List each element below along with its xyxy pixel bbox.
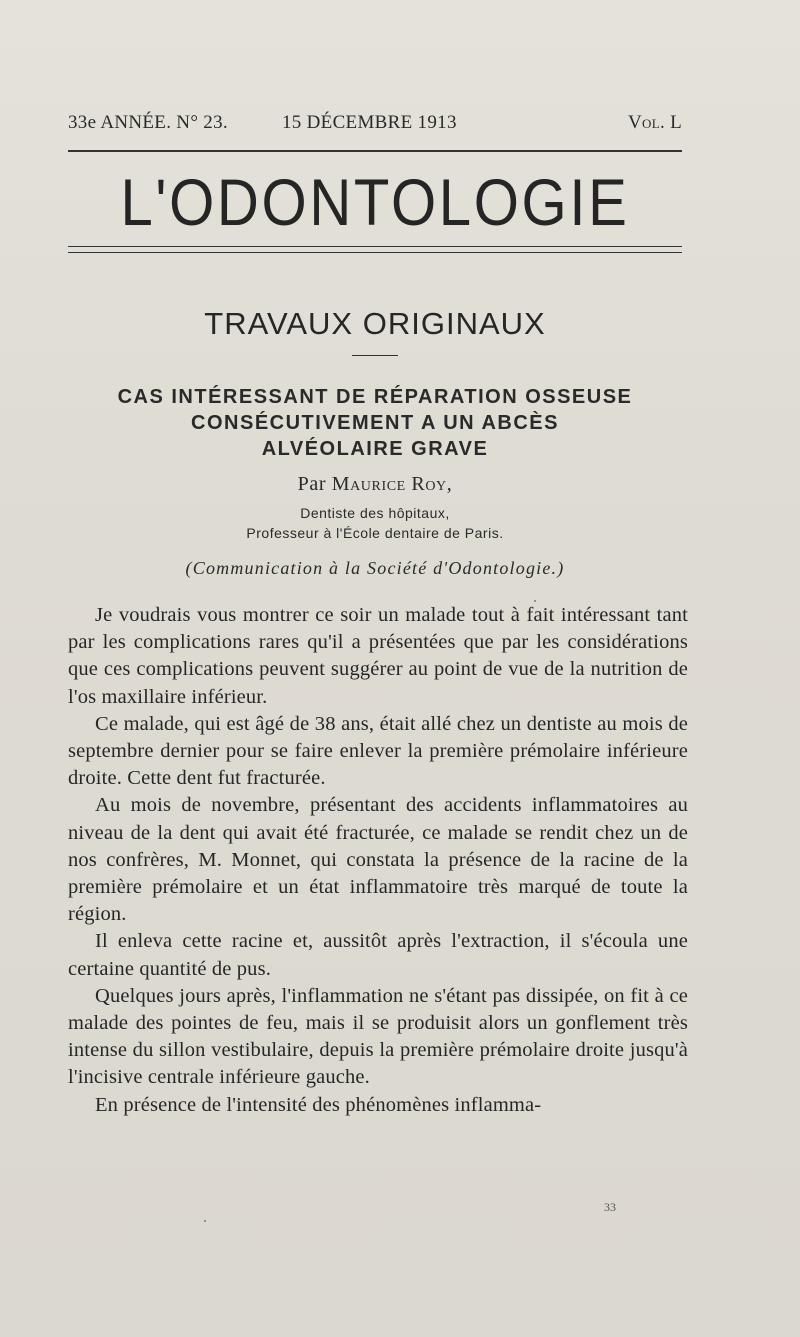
body-paragraph: Quelques jours après, l'inflammation ne s'étant pas dissipée, on fit à ce malade des pointes de feu, mais il se produisit alors un gonflement très intense du sillon vestibulaire, depuis la première prémolaire droite jusqu'à l'incisive centrale inférieure gauche. [68,984,688,1089]
communication-note: (Communication à la Société d'Odontologie.) [185,558,565,578]
body-paragraph: Il enleva cette racine et, aussitôt après l'extraction, il s'écoula une certaine quantité de pus. [68,930,688,980]
paper-speck [534,600,536,602]
author-affiliation: Professeur à l'École dentaire de Paris. [246,525,504,541]
volume-number: Vol. L [628,112,682,133]
author-affiliation: Dentiste des hôpitaux, [300,505,450,521]
title-rule-lower [68,252,682,253]
byline-prefix: Par [297,473,327,495]
running-header [68,112,682,142]
article-title [68,384,682,462]
header-rule [68,150,682,152]
article-title-line: CONSÉCUTIVEMENT A UN ABCÈS [191,412,559,434]
paper-speck [204,1220,206,1222]
year-issue: 33e ANNÉE. N° 23. [68,112,228,133]
page-folio: 33 [604,1200,616,1214]
journal-title: L'ODONTOLOGIE [120,165,630,239]
body-paragraph: Au mois de novembre, présentant des accidents inflammatoires au niveau de la dent qui avait été fracturée, ce malade se rendit chez un de nos confrères, M. Monnet, qui constata la présence de la racine de la première prémolaire et un état inflammatoire très marqué de toute la région. [68,794,688,926]
body-paragraph: Ce malade, qui est âgé de 38 ans, était allé chez un dentiste au mois de septembre dernier pour se faire enlever la première prémolaire inférieure droite. Cette dent fut fracturée. [68,712,688,790]
section-title: TRAVAUX ORIGINAUX [204,306,546,341]
article-body [68,602,688,1119]
article-title-line: CAS INTÉRESSANT DE RÉPARATION OSSEUSE [117,386,633,408]
byline [68,473,682,496]
section-divider [352,355,398,356]
body-paragraph: Je voudrais vous montrer ce soir un malade tout à fait intéressant tant par les complications rares qu'il a présentées que par les considérations que ces complications peuvent suggérer au point de vue de la nutrition de l'os maxillaire inférieur. [68,604,688,708]
author-name: Maurice Roy, [331,473,453,495]
title-rule-upper [68,246,682,247]
issue-date: 15 DÉCEMBRE 1913 [282,112,457,133]
body-paragraph: En présence de l'intensité des phénomènes inflamma- [95,1093,542,1116]
article-title-line: ALVÉOLAIRE GRAVE [261,438,489,460]
